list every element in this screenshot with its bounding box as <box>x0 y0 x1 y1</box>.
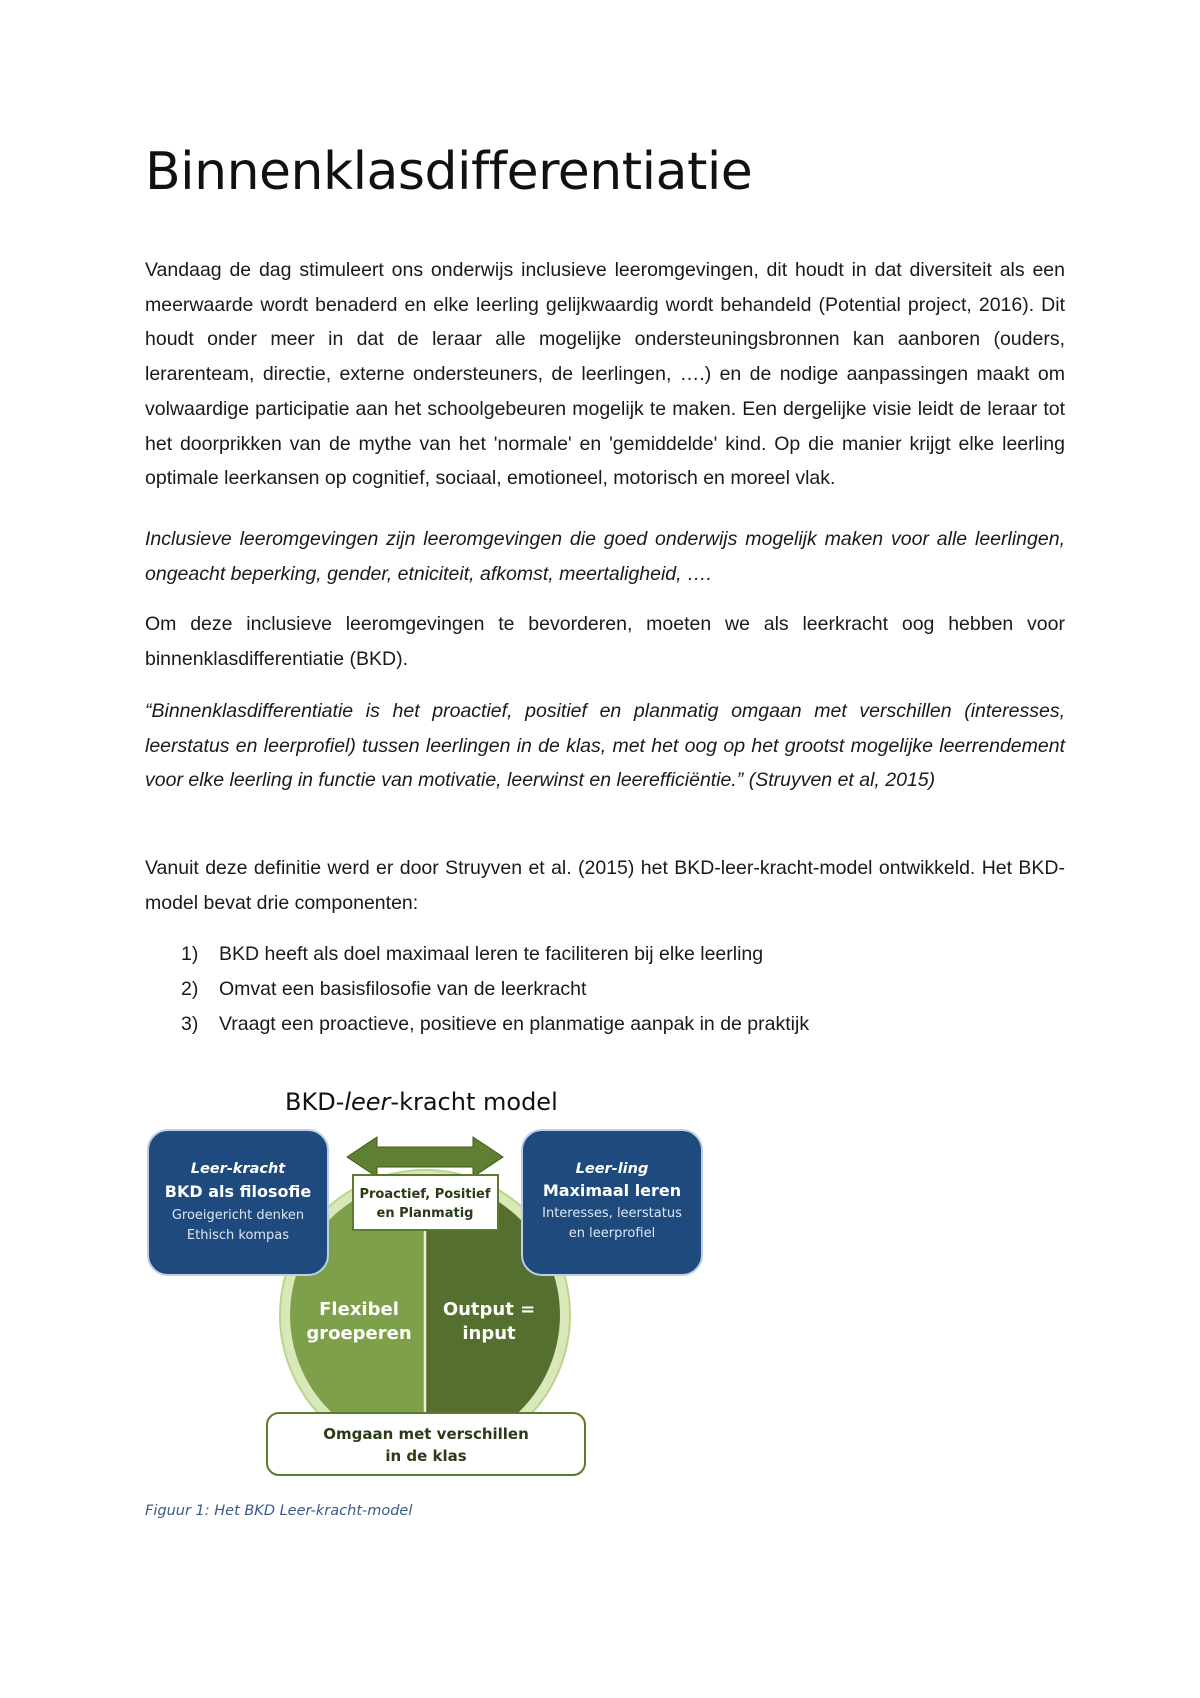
bkd-definition-quote: “Binnenklasdifferentiatie is het proactief, positief en planmatig omgaan met verschillen (interesses, leerstatus en leerprofiel) tussen leerlingen in de klas, met het oog op het grootst mogelijke leerrendement voor elke leerling in functie van motivatie, leerwinst en leerefficiëntie.” (Struyven et al, 2015) <box>145 700 1065 792</box>
flexibel-line1: Flexibel <box>319 1299 399 1320</box>
list-item <box>145 972 1065 1007</box>
figure-caption: Figuur 1: Het BKD Leer-kracht-model <box>145 1503 413 1519</box>
leer-kracht-line2: Ethisch kompas <box>186 1228 290 1243</box>
list-item-text: Omvat een basisfilosofie van de leerkracht <box>219 978 587 1000</box>
page-title: Binnenklasdifferentiatie <box>145 142 753 202</box>
leer-kracht-subheading: BKD als filosofie <box>164 1182 312 1201</box>
proactive-box <box>353 1175 498 1230</box>
proactive-line2: en Planmatig <box>376 1206 474 1221</box>
list-number: 3) <box>181 1013 199 1035</box>
leer-ling-line1: Interesses, leerstatus <box>542 1206 682 1221</box>
omgaan-line1: Omgaan met verschillen <box>323 1425 529 1443</box>
bkd-model-figure <box>145 1075 705 1480</box>
list-item <box>145 937 1065 972</box>
leer-kracht-box <box>148 1130 328 1275</box>
omgaan-line2: in de klas <box>385 1447 467 1465</box>
component-list <box>145 937 1065 1042</box>
leer-ling-line2: en leerprofiel <box>568 1226 656 1241</box>
proactive-line1: Proactief, Positief <box>359 1187 491 1202</box>
model-intro-paragraph: Vanuit deze definitie werd er door Struyven et al. (2015) het BKD-leer-kracht-model ontwikkeld. Het BKD-model bevat drie componenten: <box>145 857 1065 914</box>
output-line1: Output = <box>442 1299 536 1320</box>
leer-ling-subheading: Maximaal leren <box>542 1181 682 1200</box>
bkd-paragraph: Om deze inclusieve leeromgevingen te bevorderen, moeten we als leerkracht oog hebben voor binnenklasdifferentiatie (BKD). <box>145 613 1065 670</box>
leer-kracht-line1: Groeigericht denken <box>171 1208 305 1223</box>
flexibel-line2: groeperen <box>306 1323 412 1344</box>
leer-kracht-heading: Leer-kracht <box>190 1161 286 1177</box>
leer-ling-box <box>522 1130 702 1275</box>
omgaan-box <box>267 1413 585 1475</box>
list-number: 2) <box>181 978 199 1000</box>
list-item-text: BKD heeft als doel maximaal leren te faciliteren bij elke leerling <box>219 943 764 965</box>
list-item-text: Vraagt een proactieve, positieve en planmatige aanpak in de praktijk <box>219 1013 810 1035</box>
figure-title: BKD-leer-kracht model <box>285 1088 558 1116</box>
output-line2: input <box>462 1323 516 1344</box>
list-number: 1) <box>181 943 199 965</box>
leer-ling-heading: Leer-ling <box>575 1161 649 1177</box>
intro-paragraph: Vandaag de dag stimuleert ons onderwijs inclusieve leeromgevingen, dit houdt in dat diversiteit als een meerwaarde wordt benaderd en elke leerling gelijkwaardig wordt behandeld (Potential project, 2016). Dit houdt onder meer in dat de leraar alle mogelijke ondersteuningsbronnen kan aanboren (ouders, lerarenteam, directie, externe ondersteuners, de leerlingen, ….) en de nodige aanpassingen maakt om volwaardige participatie aan het schoolgebeuren mogelijk te maken. Een dergelijke visie leidt de leraar tot het doorprikken van de mythe van het 'normale' en 'gemiddelde' kind. Op die manier krijgt elke leerling optimale leerkansen op cognitief, sociaal, emotioneel, motorisch en moreel vlak. <box>145 259 1065 490</box>
inclusive-definition-paragraph: Inclusieve leeromgevingen zijn leeromgevingen die goed onderwijs mogelijk maken voor alle leerlingen, ongeacht beperking, gender, etniciteit, afkomst, meertaligheid, …. <box>145 528 1065 585</box>
list-item <box>145 1007 1065 1042</box>
